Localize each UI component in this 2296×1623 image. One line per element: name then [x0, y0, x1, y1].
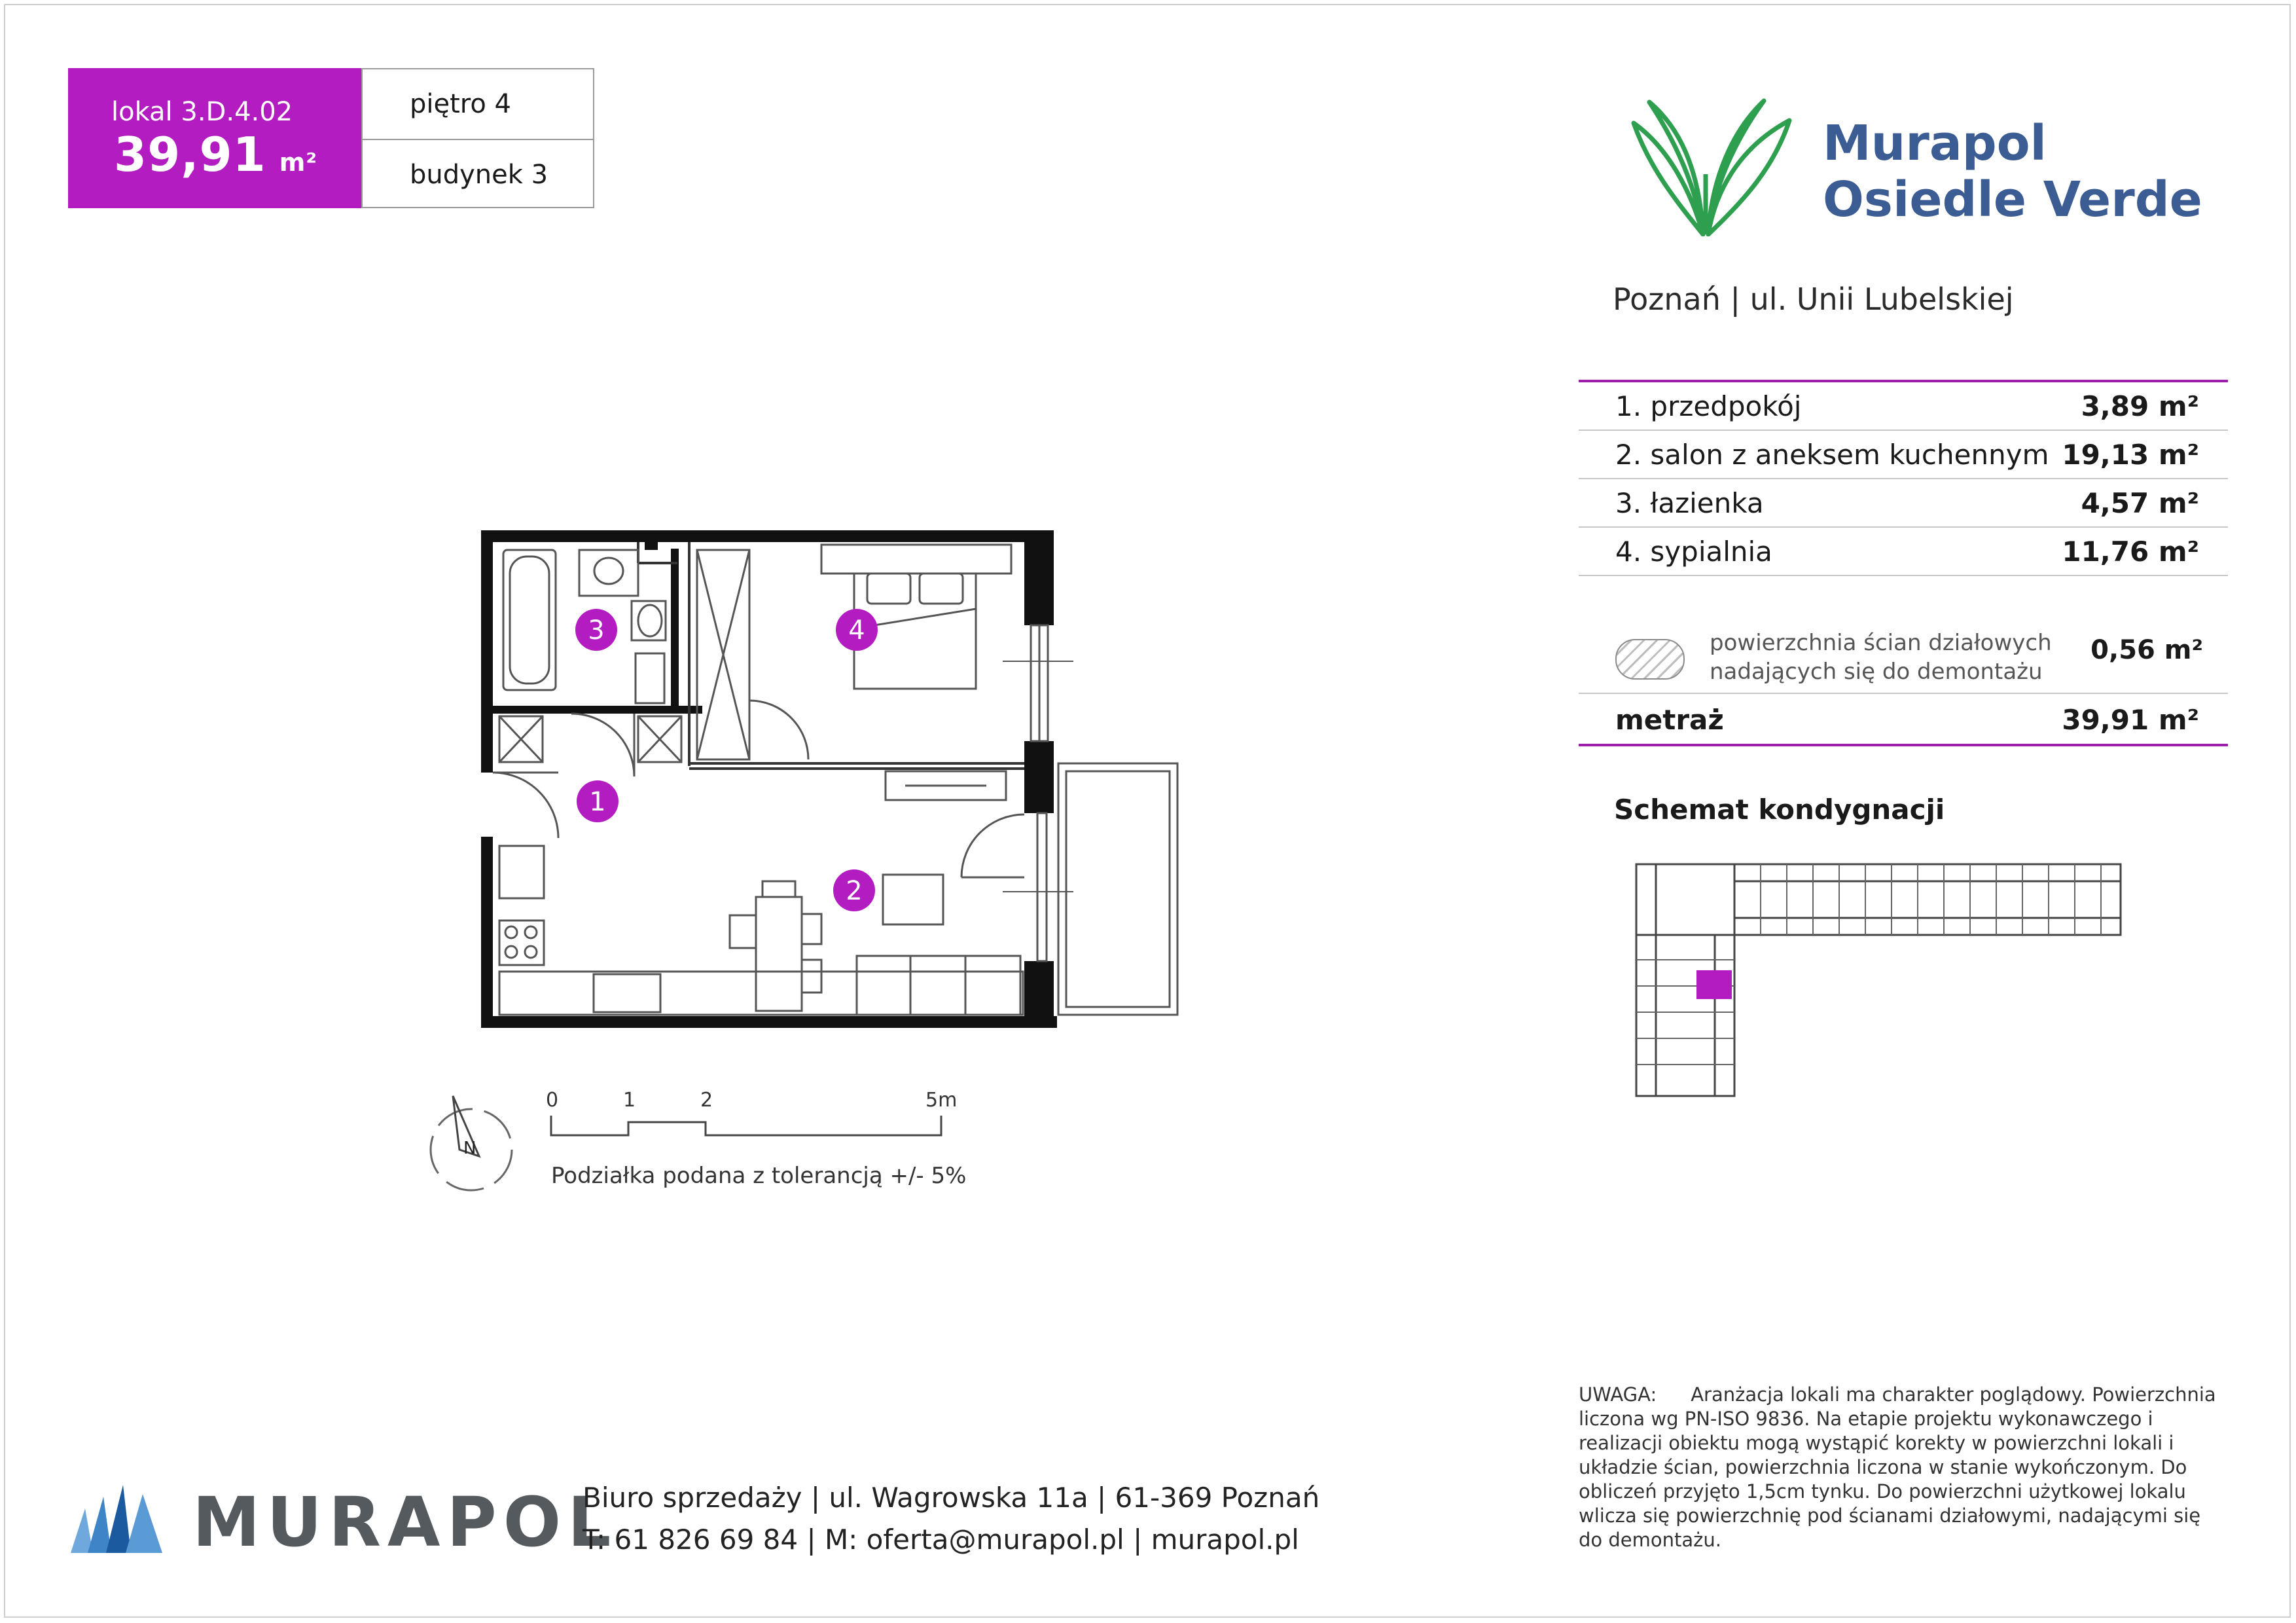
room-marker-label: 3	[588, 615, 605, 646]
compass-letter: N	[463, 1139, 476, 1158]
location: Poznań | ul. Unii Lubelskiej	[1613, 282, 2014, 317]
unit-meta	[361, 68, 594, 208]
floor-label: piętro 4	[410, 89, 511, 119]
total-row	[1579, 695, 2228, 746]
murapol-wordmark: MURAPOL	[192, 1482, 618, 1562]
floor-schema-diagram	[1630, 855, 2140, 1104]
walls-area: 0,56 m²	[2090, 635, 2203, 665]
room-marker-label: 1	[589, 787, 606, 817]
disclaimer	[1579, 1383, 2228, 1552]
unit-area	[114, 127, 317, 182]
area-unit: m²	[279, 148, 317, 177]
scale-tick-label: 2	[700, 1089, 713, 1112]
total-area: 39,91 m²	[2062, 703, 2199, 736]
total-label: metraż	[1615, 703, 1724, 736]
scale-tick-label: 1	[623, 1089, 636, 1112]
removable-walls-row	[1579, 619, 2228, 694]
walls-label: powierzchnia ścian działowych nadających się do demontażu	[1710, 630, 2052, 685]
sales-office	[583, 1477, 1319, 1561]
brand-name	[1823, 115, 2202, 228]
brand-line1: Murapol	[1823, 115, 2047, 172]
area-value: 39,91	[114, 127, 266, 182]
room-row: 4. sypialnia 11,76 m²	[1579, 528, 2228, 576]
room-row: 1. przedpokój 3,89 m²	[1579, 382, 2228, 431]
unit-id	[111, 97, 293, 127]
room-marker-label: 2	[846, 876, 863, 906]
verde-leaf-logo-icon	[1630, 96, 1793, 236]
floor-plan	[481, 530, 1185, 1028]
murapol-logo-icon	[71, 1485, 162, 1553]
room-row: 2. salon z aneksem kuchennym 19,13 m²	[1579, 431, 2228, 479]
unit-badge	[68, 68, 361, 208]
brand-line2: Osiedle Verde	[1823, 172, 2202, 228]
scale-note: Podziałka podana z tolerancją +/- 5%	[551, 1163, 967, 1189]
room-row: 3. łazienka 4,57 m²	[1579, 479, 2228, 528]
hatch-swatch-icon	[1615, 639, 1685, 680]
room-marker-label: 4	[848, 615, 865, 646]
north-compass-icon	[419, 1087, 524, 1198]
sales-contact: T: 61 826 69 84 | M: oferta@murapol.pl | murapol.pl	[583, 1523, 1299, 1556]
sales-address: Biuro sprzedaży | ul. Wagrowska 11a | 61-369 Poznań	[583, 1482, 1320, 1514]
scale-tick-label: 5m	[925, 1089, 958, 1112]
lokal-label: lokal	[111, 97, 173, 127]
building-label: budynek 3	[363, 139, 593, 208]
scale-tick-label: 0	[546, 1089, 559, 1112]
scale-bar	[537, 1087, 969, 1139]
disclaimer-text: Aranżacja lokali ma charakter poglądowy. Powierzchnia liczona wg PN-ISO 9836. Na etapie projektu wykonawczego i realizacji obiektu mogą wystąpić korekty w powierzchni lokali i układzie ścian, powierzchnia liczona w stanie wykończonym. Do obliczeń przyjęto 1,5cm tynku. Do powierzchni użytkowej lokalu wlicza się powierzchnię pod ścianami działowymi, nadającymi się do demontażu.	[1579, 1383, 2216, 1551]
lokal-id: 3.D.4.02	[181, 97, 293, 127]
schemat-title: Schemat kondygnacji	[1614, 793, 1945, 826]
highlighted-unit	[1696, 970, 1732, 999]
disclaimer-label: UWAGA:	[1579, 1383, 1657, 1406]
rooms-table	[1579, 380, 2228, 576]
